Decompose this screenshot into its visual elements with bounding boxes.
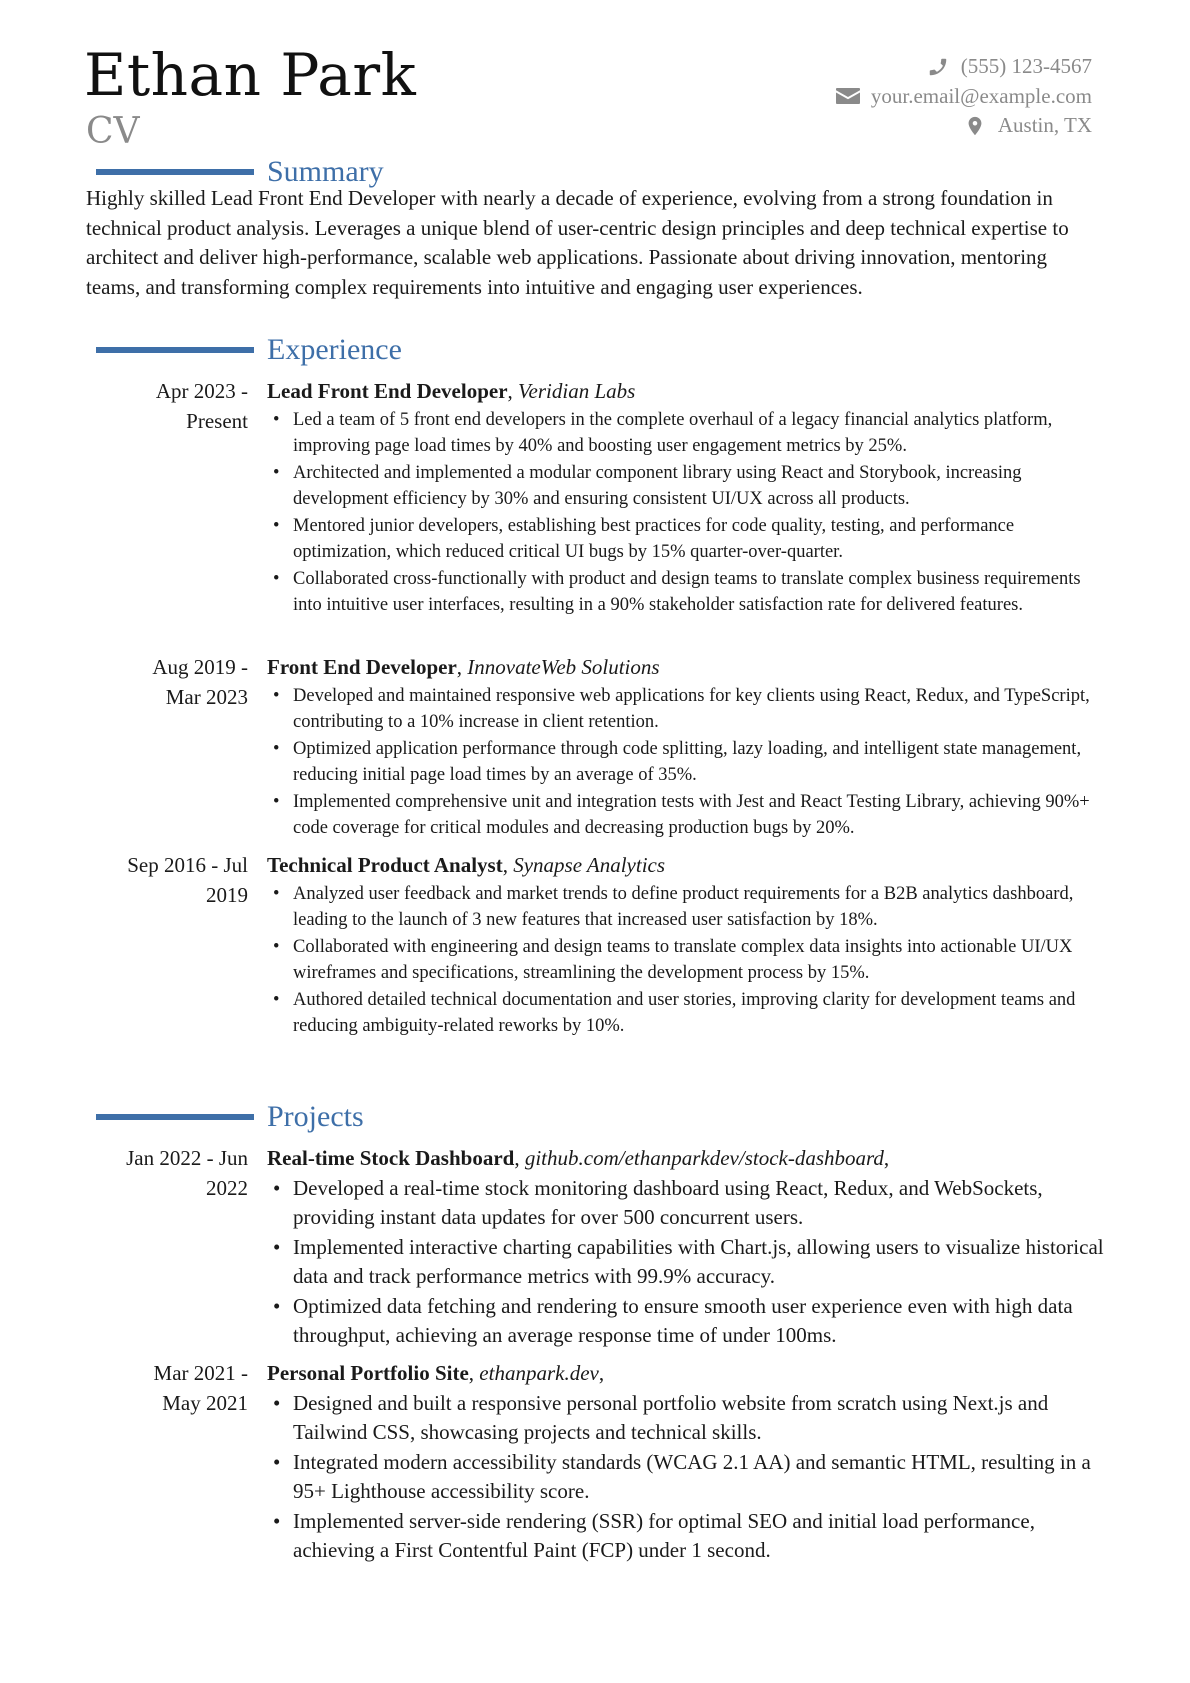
location-text: Austin, TX bbox=[997, 113, 1092, 137]
entry-date bbox=[86, 851, 248, 910]
heading-separator: , bbox=[468, 1361, 480, 1385]
entry-heading bbox=[267, 1144, 1107, 1174]
job-title: Front End Developer bbox=[267, 655, 457, 679]
project-name: Real-time Stock Dashboard bbox=[267, 1146, 515, 1170]
bullet-list bbox=[267, 881, 1107, 1040]
entry-date bbox=[86, 653, 248, 712]
heading-separator: , bbox=[507, 379, 519, 403]
date-end: May 2021 bbox=[162, 1390, 248, 1415]
bullet-item: • Architected and implemented a modular component library using React and Storybook, increasing development efficiency by 30% and ensuring consistent UI/UX across all products. bbox=[267, 460, 1107, 513]
bullet-item: • Implemented interactive charting capabilities with Chart.js, allowing users to visualize historical data and track performance metrics with 99.9% accuracy. bbox=[267, 1233, 1107, 1292]
entry-date bbox=[86, 1359, 248, 1418]
bullet-item: • Implemented server-side rendering (SSR) for optimal SEO and initial load performance, achieving a First Contentful Paint (FCP) under 1 second. bbox=[267, 1507, 1107, 1566]
entry-body bbox=[267, 377, 1107, 619]
entry-body bbox=[267, 1144, 1107, 1351]
bullet-item: • Developed and maintained responsive web applications for key clients using React, Redux, and TypeScript, contributing to a 10% increase in client retention. bbox=[267, 683, 1107, 736]
date-end: 2022 bbox=[206, 1175, 248, 1200]
contact-email[interactable] bbox=[835, 82, 1092, 112]
contact-location bbox=[835, 111, 1092, 141]
company-name: Veridian Labs bbox=[518, 379, 636, 403]
project-link[interactable]: github.com/ethanparkdev/stock-dashboard bbox=[524, 1146, 884, 1170]
date-start: Aug 2019 - bbox=[152, 655, 248, 679]
heading-separator: , bbox=[514, 1146, 525, 1170]
bullet-item: • Integrated modern accessibility standards (WCAG 2.1 AA) and semantic HTML, resulting in a 95+ Lighthouse accessibility score. bbox=[267, 1448, 1107, 1507]
heading-separator: , bbox=[502, 853, 514, 877]
bullet-list bbox=[267, 683, 1107, 842]
job-title: Lead Front End Developer bbox=[267, 379, 508, 403]
entry-heading bbox=[267, 1359, 1107, 1389]
heading-separator: , bbox=[456, 655, 468, 679]
bullet-item: • Designed and built a responsive personal portfolio website from scratch using Next.js and Tailwind CSS, showcasing projects and technical skills. bbox=[267, 1389, 1107, 1448]
bullet-item: • Optimized application performance through code splitting, lazy loading, and intelligent state management, reducing initial page load times by an average of 35%. bbox=[267, 736, 1107, 789]
project-name: Personal Portfolio Site bbox=[267, 1361, 469, 1385]
bullet-list bbox=[267, 407, 1107, 619]
entry-date bbox=[86, 377, 248, 436]
date-start: Jan 2022 - Jun bbox=[126, 1146, 248, 1170]
project-link[interactable]: ethanpark.dev bbox=[479, 1361, 599, 1385]
company-name: Synapse Analytics bbox=[513, 853, 666, 877]
section-heading-experience bbox=[0, 333, 1190, 369]
bullet-item: • Mentored junior developers, establishing best practices for code quality, testing, and performance optimization, which reduced critical UI bugs by 15% quarter-over-quarter. bbox=[267, 513, 1107, 566]
bullet-item: • Developed a real-time stock monitoring dashboard using React, Redux, and WebSockets, providing instant data updates for over 500 concurrent users. bbox=[267, 1174, 1107, 1233]
date-start: Mar 2021 - bbox=[153, 1361, 248, 1385]
contact-phone[interactable] bbox=[835, 52, 1092, 82]
date-end: 2019 bbox=[206, 882, 248, 907]
job-title: Technical Product Analyst bbox=[267, 853, 503, 877]
bullet-item: • Collaborated with engineering and design teams to translate complex data insights into actionable UI/UX wireframes and specifications, streamlining the development process by 15%. bbox=[267, 934, 1107, 987]
phone-icon bbox=[925, 56, 951, 78]
section-accent-bar bbox=[96, 1114, 254, 1120]
bullet-list bbox=[267, 1389, 1107, 1567]
section-accent-bar bbox=[96, 347, 254, 353]
bullet-list bbox=[267, 1174, 1107, 1352]
entry-heading bbox=[267, 851, 1107, 881]
phone-text: (555) 123-4567 bbox=[960, 54, 1092, 78]
document-subtitle: CV bbox=[86, 111, 140, 152]
email-text: your.email@example.com bbox=[870, 83, 1092, 108]
entry-body bbox=[267, 653, 1107, 842]
person-name: Ethan Park bbox=[84, 41, 417, 109]
entry-heading bbox=[267, 653, 1107, 683]
entry-body bbox=[267, 851, 1107, 1040]
heading-trail: , bbox=[883, 1146, 890, 1170]
date-start: Apr 2023 - bbox=[155, 379, 248, 403]
map-marker-icon bbox=[962, 115, 988, 137]
section-title: Experience bbox=[267, 333, 402, 366]
bullet-item: • Authored detailed technical documentation and user stories, improving clarity for development teams and reducing ambiguity-related reworks by 10%. bbox=[267, 987, 1107, 1040]
section-title: Projects bbox=[267, 1100, 364, 1133]
summary-text: Highly skilled Lead Front End Developer with nearly a decade of experience, evolving from a strong foundation in technical product analysis. Leverages a unique blend of user-centric design principles and deep technical expertise to architect and deliver high-performance, scalable web applications. Passionate about driving innovation, mentoring teams, and transforming complex requirements into intuitive and engaging user experiences. bbox=[86, 186, 1069, 299]
bullet-item: • Led a team of 5 front end developers in the complete overhaul of a legacy financial analytics platform, improving page load times by 40% and boosting user engagement metrics by 25%. bbox=[267, 407, 1107, 460]
heading-trail: , bbox=[598, 1361, 605, 1385]
section-accent-bar bbox=[96, 169, 254, 175]
contact-block bbox=[835, 52, 1092, 141]
entry-body bbox=[267, 1359, 1107, 1566]
bullet-item: • Analyzed user feedback and market trends to define product requirements for a B2B analytics dashboard, leading to the launch of 3 new features that increased user satisfaction by 18%. bbox=[267, 881, 1107, 934]
company-name: InnovateWeb Solutions bbox=[467, 655, 660, 679]
section-heading-projects bbox=[0, 1100, 1190, 1136]
bullet-item: • Optimized data fetching and rendering to ensure smooth user experience even with high data throughput, achieving an average response time of under 100ms. bbox=[267, 1292, 1107, 1351]
entry-heading bbox=[267, 377, 1107, 407]
date-start: Sep 2016 - Jul bbox=[127, 853, 248, 877]
date-end: Present bbox=[186, 408, 248, 433]
bullet-item: • Implemented comprehensive unit and integration tests with Jest and React Testing Library, achieving 90%+ code coverage for critical modules and decreasing production bugs by 20%. bbox=[267, 789, 1107, 842]
date-end: Mar 2023 bbox=[165, 684, 248, 709]
section-title: Summary bbox=[267, 155, 384, 188]
bullet-item: • Collaborated cross-functionally with product and design teams to translate complex business requirements into intuitive user interfaces, resulting in a 90% stakeholder satisfaction rate for delivered features. bbox=[267, 566, 1107, 619]
entry-date bbox=[86, 1144, 248, 1203]
envelope-icon bbox=[835, 85, 861, 107]
